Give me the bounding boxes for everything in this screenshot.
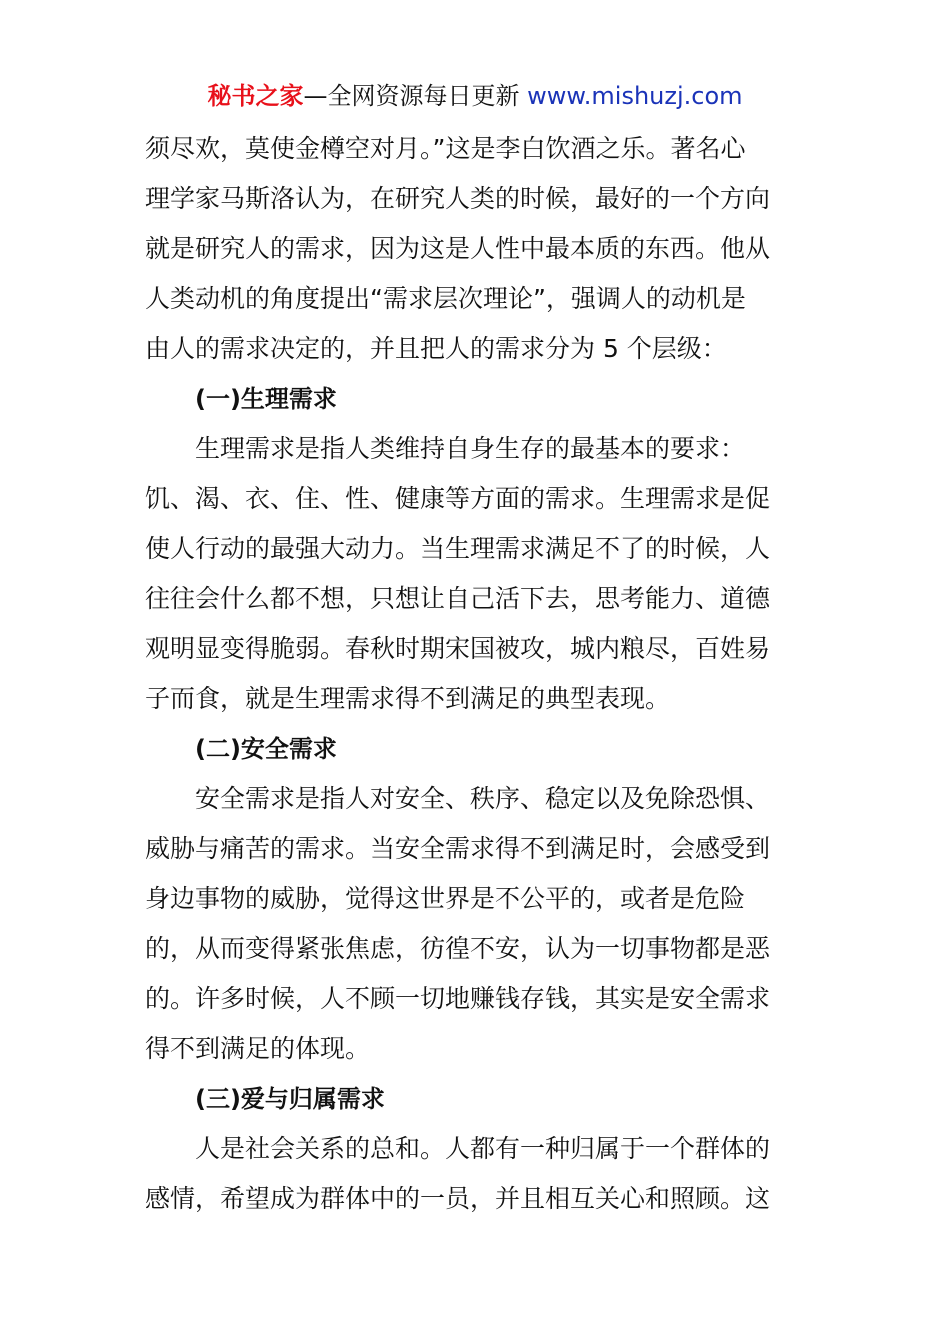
text-line: 人类动机的角度提出“需求层次理论”，强调人的动机是 [145,284,746,313]
text-line: 感情，希望成为群体中的一员，并且相互关心和照顾。这 [145,1184,771,1213]
text-line: 子而食，就是生理需求得不到满足的典型表现。 [145,684,671,713]
text-line: 观明显变得脆弱。春秋时期宋国被攻，城内粮尽，百姓易 [145,634,771,663]
text-line: 饥、渴、衣、住、性、健康等方面的需求。生理需求是促 [145,484,771,513]
paragraph-start-line: 生理需求是指人类维持自身生存的最基本的要求： [195,434,746,463]
text-line: 由人的需求决定的，并且把人的需求分为 5 个层级： [145,334,727,363]
header-tagline: —全网资源每日更新 [303,82,528,110]
text-line: 就是研究人的需求，因为这是人性中最本质的东西。他从 [145,234,771,263]
text-line: 威胁与痛苦的需求。当安全需求得不到满足时，会感受到 [145,834,771,863]
paragraph-start-line: 人是社会关系的总和。人都有一种归属于一个群体的 [195,1134,771,1163]
text-line: 使人行动的最强大动力。当生理需求满足不了的时候，人 [145,534,771,563]
document-body [145,124,813,1224]
section-heading-physiological: (一)生理需求 [195,385,337,413]
section-heading-belonging: (三)爱与归属需求 [195,1085,385,1113]
text-line: 得不到满足的体现。 [145,1034,371,1063]
brand-name: 秘书之家 [207,82,304,110]
text-line: 往往会什么都不想，只想让自己活下去，思考能力、道德 [145,584,771,613]
text-line: 须尽欢，莫使金樽空对月。”这是李白饮酒之乐。著名心 [145,134,746,163]
paragraph-start-line: 安全需求是指人对安全、秩序、稳定以及免除恐惧、 [195,784,771,813]
text-line: 的。许多时候，人不顾一切地赚钱存钱，其实是安全需求 [145,984,771,1013]
page-header [0,80,950,112]
text-line: 的，从而变得紧张焦虑，彷徨不安，认为一切事物都是恶 [145,934,771,963]
section-heading-safety: (二)安全需求 [195,735,337,763]
text-line: 身边事物的威胁，觉得这世界是不公平的，或者是危险 [145,884,746,913]
text-line: 理学家马斯洛认为，在研究人类的时候，最好的一个方向 [145,184,771,213]
site-url-link[interactable]: www.mishuzj.com [527,82,743,110]
